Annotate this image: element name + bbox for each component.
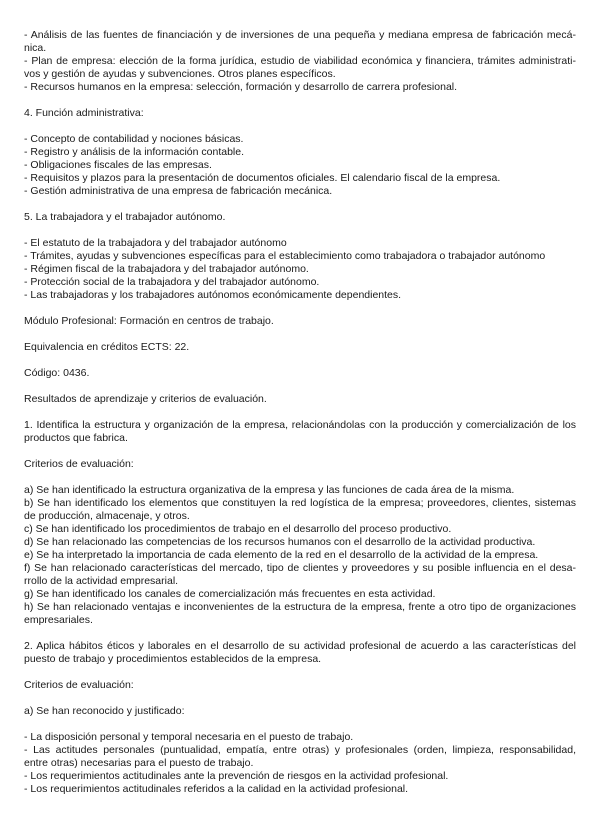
text-line: - Los requerimientos actitudinales ante la prevención de riesgos en la actividad profesional.	[24, 770, 449, 782]
text-line: productos que fabrica.	[24, 432, 128, 444]
text-line: Código: 0436.	[24, 367, 90, 379]
text-line: Equivalencia en créditos ECTS: 22.	[24, 341, 190, 353]
text-line: puesto de trabajo y procedimientos establecidos de la empresa.	[24, 653, 322, 665]
text-line: - La disposición personal y temporal necesaria en el puesto de trabajo.	[24, 731, 354, 743]
text-line: 2. Aplica hábitos éticos y laborales en el desarrollo de su actividad profesional de acuerdo a las características del	[24, 640, 576, 652]
paragraph-spacer	[24, 627, 576, 640]
paragraph-spacer	[24, 380, 576, 393]
paragraph-spacer	[24, 445, 576, 458]
paragraph-spacer	[24, 328, 576, 341]
paragraph-spacer	[24, 302, 576, 315]
text-line: a) Se han reconocido y justificado:	[24, 705, 185, 717]
text-line: - Las actitudes personales (puntualidad, empatía, entre otras) y profesionales (orden, limpieza, responsabilidad,	[24, 744, 576, 756]
text-line: - Los requerimientos actitudinales referidos a la calidad en la actividad profesional.	[24, 783, 409, 795]
text-line: b) Se han identificado los elementos que constituyen la red logística de la empresa; proveedores, clientes, sistemas	[24, 497, 576, 509]
text-line: - Requisitos y plazos para la presentación de documentos oficiales. El calendario fiscal de la empresa.	[24, 172, 501, 184]
text-line: Criterios de evaluación:	[24, 679, 134, 691]
text-line: Resultados de aprendizaje y criterios de evaluación.	[24, 393, 267, 405]
text-line: g) Se han identificado los canales de comercialización más frecuentes en esta actividad.	[24, 588, 436, 600]
paragraph-spacer	[24, 120, 576, 133]
paragraph-spacer	[24, 354, 576, 367]
text-line: Criterios de evaluación:	[24, 458, 134, 470]
text-line: - Concepto de contabilidad y nociones básicas.	[24, 133, 244, 145]
text-line: entre otras) necesarias para el puesto de trabajo.	[24, 757, 254, 769]
paragraph-spacer	[24, 471, 576, 484]
text-line: - Protección social de la trabajadora y del trabajador autónomo.	[24, 276, 320, 288]
text-line: - Análisis de las fuentes de financiación y de inversiones de una pequeña y mediana empresa de fabricación mecá-	[24, 29, 576, 41]
text-line: nica.	[24, 42, 47, 54]
text-line: 4. Función administrativa:	[24, 107, 144, 119]
text-line: - Plan de empresa: elección de la forma jurídica, estudio de viabilidad económica y financiera, trámites administrati-	[24, 55, 576, 67]
text-line: de producción, almacenaje, y otros.	[24, 510, 190, 522]
text-line: e) Se ha interpretado la importancia de cada elemento de la red en el desarrollo de la actividad de la empresa.	[24, 549, 539, 561]
text-line: empresariales.	[24, 614, 93, 626]
document-body	[24, 29, 576, 796]
text-line: vos y gestión de ayudas y subvenciones. Otros planes específicos.	[24, 68, 336, 80]
paragraph-spacer	[24, 406, 576, 419]
text-line: 1. Identifica la estructura y organización de la empresa, relacionándolas con la producción y comercialización de los	[24, 419, 576, 431]
text-line: - Recursos humanos en la empresa: selección, formación y desarrollo de carrera profesional.	[24, 81, 458, 93]
text-line: - Gestión administrativa de una empresa de fabricación mecánica.	[24, 185, 333, 197]
paragraph-spacer	[24, 718, 576, 731]
text-line: c) Se han identificado los procedimientos de trabajo en el desarrollo del proceso productivo.	[24, 523, 452, 535]
text-line: Módulo Profesional: Formación en centros de trabajo.	[24, 315, 274, 327]
text-line: - Régimen fiscal de la trabajadora y del trabajador autónomo.	[24, 263, 309, 275]
paragraph-spacer	[24, 666, 576, 679]
text-line: f) Se han relacionado características del mercado, tipo de clientes y proveedores y su posible influencia en el desa-	[24, 562, 576, 574]
text-line: - El estatuto de la trabajadora y del trabajador autónomo	[24, 237, 287, 249]
text-line: rrollo de la actividad empresarial.	[24, 575, 179, 587]
text-line: - Trámites, ayudas y subvenciones específicas para el establecimiento como trabajadora o trabajador autónomo	[24, 250, 546, 262]
text-line: d) Se han relacionado las competencias de los recursos humanos con el desarrollo de la actividad productiva.	[24, 536, 536, 548]
paragraph-spacer	[24, 198, 576, 211]
paragraph-spacer	[24, 94, 576, 107]
text-line: 5. La trabajadora y el trabajador autónomo.	[24, 211, 226, 223]
text-line: a) Se han identificado la estructura organizativa de la empresa y las funciones de cada área de la misma.	[24, 484, 515, 496]
paragraph-spacer	[24, 224, 576, 237]
text-line: - Registro y análisis de la información contable.	[24, 146, 245, 158]
text-line: h) Se han relacionado ventajas e inconvenientes de la estructura de la empresa, frente a otro tipo de organizaciones	[24, 601, 576, 613]
text-line: - Las trabajadoras y los trabajadores autónomos económicamente dependientes.	[24, 289, 402, 301]
paragraph-spacer	[24, 692, 576, 705]
text-line: - Obligaciones fiscales de las empresas.	[24, 159, 212, 171]
